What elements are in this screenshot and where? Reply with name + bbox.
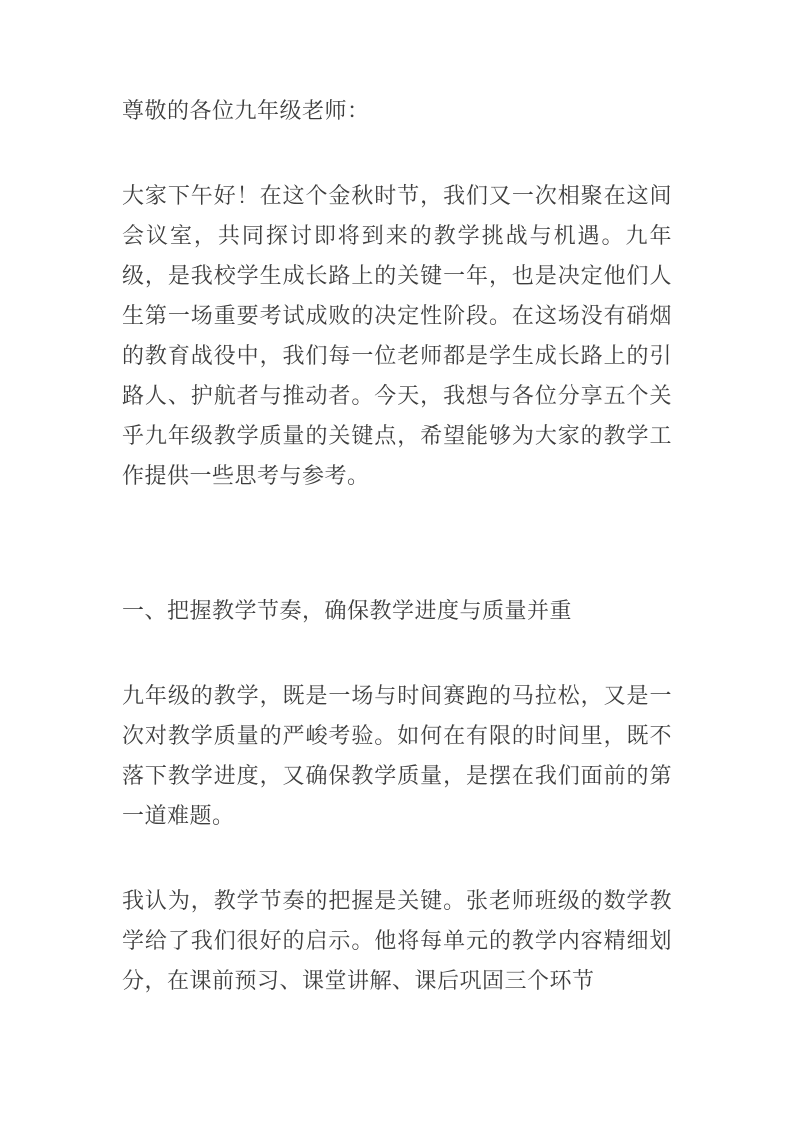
intro-paragraph: 大家下午好！在这个金秋时节，我们又一次相聚在这间会议室，共同探讨即将到来的教学挑战与机遇。九年级，是我校学生成长路上的关键一年，也是决定他们人生第一场重要考试成败的决定性阶段。在这场没有硝烟的教育战役中，我们每一位老师都是学生成长路上的引路人、护航者与推动者。今天，我想与各位分享五个关乎九年级教学质量的关键点，希望能够为大家的教学工作提供一些思考与参考。 (122, 184, 672, 489)
section-1-paragraph-1: 九年级的教学，既是一场与时间赛跑的马拉松，又是一次对教学质量的严峻考验。如何在有限的时间里，既不落下教学进度，又确保教学质量，是摆在我们面前的第一道难题。 (122, 684, 672, 829)
section-1-paragraph-2: 我认为，教学节奏的把握是关键。张老师班级的数学教学给了我们很好的启示。他将每单元的教学内容精细划分，在课前预习、课堂讲解、课后巩固三个环节 (122, 889, 672, 994)
section-1-heading: 一、把握教学节奏，确保教学进度与质量并重 (122, 599, 573, 624)
salutation-line: 尊敬的各位九年级老师： (122, 99, 370, 124)
